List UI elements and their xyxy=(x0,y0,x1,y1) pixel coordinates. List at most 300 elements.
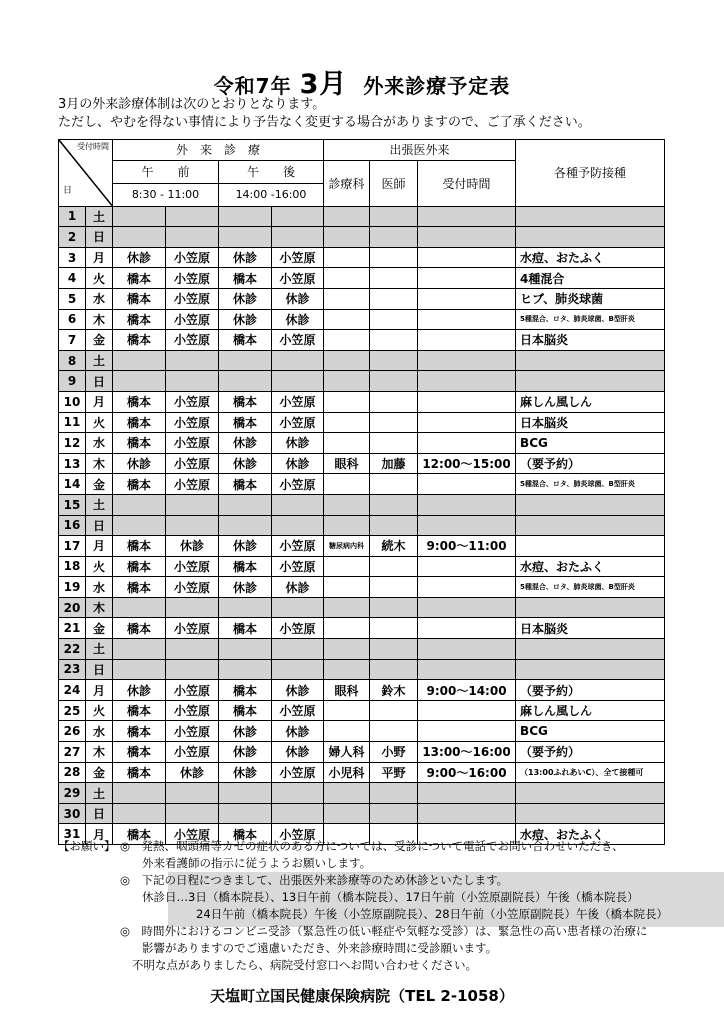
weekday-cell: 水 xyxy=(86,433,113,454)
table-row xyxy=(59,577,665,598)
table-row xyxy=(59,474,665,495)
table-row xyxy=(59,206,665,227)
doctor-cell: 休診 xyxy=(113,247,166,268)
doctor-cell: 小笠原 xyxy=(166,330,219,351)
dispatch-doctor-cell xyxy=(370,350,418,371)
dispatch-time-cell xyxy=(418,783,516,804)
doctor-cell xyxy=(166,597,219,618)
doctor-cell: 小笠原 xyxy=(166,680,219,701)
dept-cell xyxy=(324,803,370,824)
weekday-cell: 金 xyxy=(86,330,113,351)
doctor-cell: 橋本 xyxy=(219,330,272,351)
doctor-cell xyxy=(166,206,219,227)
doctor-cell xyxy=(219,227,272,248)
dispatch-time-cell: 9:00～16:00 xyxy=(418,762,516,783)
doctor-cell: 小笠原 xyxy=(166,268,219,289)
day-cell: 19 xyxy=(59,577,86,598)
dispatch-time-cell xyxy=(418,371,516,392)
dispatch-time-cell xyxy=(418,288,516,309)
vaccine-cell xyxy=(516,659,665,680)
day-cell: 30 xyxy=(59,803,86,824)
day-cell: 18 xyxy=(59,556,86,577)
dispatch-time-cell xyxy=(418,247,516,268)
vaccine-cell: 水痘、おたふく xyxy=(516,556,665,577)
dispatch-doctor-cell xyxy=(370,288,418,309)
table-row xyxy=(59,247,665,268)
table-row xyxy=(59,597,665,618)
table-row xyxy=(59,680,665,701)
doctor-cell: 橋本 xyxy=(219,700,272,721)
dispatch-doctor-cell xyxy=(370,474,418,495)
vaccine-cell xyxy=(516,371,665,392)
day-cell: 24 xyxy=(59,680,86,701)
doctor-cell xyxy=(113,803,166,824)
doctor-cell: 休診 xyxy=(272,742,324,763)
dept-cell xyxy=(324,494,370,515)
weekday-cell: 水 xyxy=(86,721,113,742)
vaccine-cell: （13:00ふれあいC）、全て接種可 xyxy=(516,762,665,783)
doctor-cell xyxy=(272,597,324,618)
dispatch-time-cell xyxy=(418,618,516,639)
doctor-cell xyxy=(272,494,324,515)
dept-cell xyxy=(324,639,370,660)
doctor-cell: 休診 xyxy=(272,680,324,701)
dispatch-time-cell: 13:00～16:00 xyxy=(418,742,516,763)
dept-cell xyxy=(324,350,370,371)
hospital-footer: 天塩町立国民健康保険病院（TEL 2-1058） xyxy=(210,987,514,1005)
day-cell: 2 xyxy=(59,227,86,248)
dept-cell xyxy=(324,227,370,248)
header-dispatch: 出張医外来 xyxy=(324,140,516,161)
header-reception-time: 受付時間 xyxy=(418,160,516,206)
dispatch-doctor-cell xyxy=(370,597,418,618)
dispatch-doctor-cell xyxy=(370,391,418,412)
header-dept: 診療科 xyxy=(324,160,370,206)
title-era: 令和7年 xyxy=(213,74,292,98)
weekday-cell: 金 xyxy=(86,618,113,639)
doctor-cell: 小笠原 xyxy=(272,391,324,412)
dispatch-time-cell: 9:00～11:00 xyxy=(418,536,516,557)
header-corner xyxy=(59,140,113,207)
doctor-cell xyxy=(219,350,272,371)
vaccine-cell xyxy=(516,803,665,824)
vaccine-cell xyxy=(516,227,665,248)
note-3-line-2: 影響がありますのでご遠慮いただき、外来診療時間に受診願います。 xyxy=(142,941,498,955)
dept-cell xyxy=(324,597,370,618)
doctor-cell: 休診 xyxy=(219,577,272,598)
day-cell: 7 xyxy=(59,330,86,351)
header-pm-time: 14:00 -16:00 xyxy=(219,183,324,206)
doctor-cell: 休診 xyxy=(219,247,272,268)
table-row xyxy=(59,536,665,557)
doctor-cell: 橋本 xyxy=(113,577,166,598)
doctor-cell: 小笠原 xyxy=(272,824,324,845)
vaccine-cell: 日本脳炎 xyxy=(516,618,665,639)
weekday-cell: 木 xyxy=(86,742,113,763)
vaccine-cell: BCG xyxy=(516,433,665,454)
dispatch-doctor-cell xyxy=(370,577,418,598)
dispatch-time-cell: 9:00～14:00 xyxy=(418,680,516,701)
dept-cell xyxy=(324,412,370,433)
doctor-cell xyxy=(219,494,272,515)
doctor-cell: 橋本 xyxy=(113,309,166,330)
table-row xyxy=(59,309,665,330)
dispatch-doctor-cell xyxy=(370,783,418,804)
day-cell: 3 xyxy=(59,247,86,268)
dept-cell xyxy=(324,309,370,330)
dispatch-doctor-cell xyxy=(370,639,418,660)
dept-cell xyxy=(324,391,370,412)
weekday-cell: 日 xyxy=(86,659,113,680)
doctor-cell xyxy=(219,371,272,392)
doctor-cell: 小笠原 xyxy=(272,700,324,721)
doctor-cell: 休診 xyxy=(219,536,272,557)
dispatch-doctor-cell xyxy=(370,494,418,515)
table-row xyxy=(59,412,665,433)
table-row xyxy=(59,515,665,536)
doctor-cell: 橋本 xyxy=(219,618,272,639)
table-row xyxy=(59,639,665,660)
doctor-cell xyxy=(113,371,166,392)
table-row xyxy=(59,700,665,721)
doctor-cell: 小笠原 xyxy=(166,742,219,763)
day-cell: 13 xyxy=(59,453,86,474)
doctor-cell: 休診 xyxy=(219,742,272,763)
doctor-cell: 小笠原 xyxy=(166,721,219,742)
vaccine-cell: BCG xyxy=(516,721,665,742)
doctor-cell: 橋本 xyxy=(113,474,166,495)
doctor-cell xyxy=(113,783,166,804)
table-row xyxy=(59,227,665,248)
doctor-cell xyxy=(166,783,219,804)
doctor-cell: 橋本 xyxy=(219,680,272,701)
header-outpatient: 外 来 診 療 xyxy=(113,140,324,161)
dept-cell xyxy=(324,700,370,721)
doctor-cell: 小笠原 xyxy=(272,762,324,783)
weekday-cell: 月 xyxy=(86,247,113,268)
vaccine-cell: 水痘、おたふく xyxy=(516,247,665,268)
weekday-cell: 木 xyxy=(86,309,113,330)
dispatch-doctor-cell xyxy=(370,700,418,721)
day-cell: 28 xyxy=(59,762,86,783)
vaccine-cell xyxy=(516,494,665,515)
doctor-cell: 橋本 xyxy=(113,618,166,639)
header-pm: 午 後 xyxy=(219,160,324,183)
doctor-cell: 小笠原 xyxy=(166,577,219,598)
weekday-cell: 月 xyxy=(86,391,113,412)
dispatch-doctor-cell xyxy=(370,206,418,227)
day-cell: 17 xyxy=(59,536,86,557)
doctor-cell: 橋本 xyxy=(113,391,166,412)
doctor-cell: 橋本 xyxy=(113,742,166,763)
vaccine-cell: （要予約） xyxy=(516,453,665,474)
doctor-cell xyxy=(113,659,166,680)
doctor-cell: 橋本 xyxy=(113,721,166,742)
doctor-cell: 小笠原 xyxy=(166,433,219,454)
dispatch-time-cell xyxy=(418,700,516,721)
doctor-cell: 休診 xyxy=(166,762,219,783)
dept-cell: 眼科 xyxy=(324,680,370,701)
table-row xyxy=(59,330,665,351)
doctor-cell: 橋本 xyxy=(113,700,166,721)
doctor-cell xyxy=(166,515,219,536)
dept-cell xyxy=(324,659,370,680)
note-1-line-2: 外来看護師の指示に従うようお願いします。 xyxy=(142,856,372,870)
doctor-cell xyxy=(113,206,166,227)
table-row xyxy=(59,742,665,763)
doctor-cell: 休診 xyxy=(219,453,272,474)
doctor-cell: 休診 xyxy=(219,288,272,309)
doctor-cell: 小笠原 xyxy=(272,474,324,495)
doctor-cell: 小笠原 xyxy=(166,700,219,721)
doctor-cell xyxy=(219,597,272,618)
dispatch-doctor-cell xyxy=(370,309,418,330)
doctor-cell: 小笠原 xyxy=(166,288,219,309)
dept-cell: 小児科 xyxy=(324,762,370,783)
dispatch-doctor-cell xyxy=(370,515,418,536)
schedule-table xyxy=(58,139,665,845)
table-row xyxy=(59,391,665,412)
day-cell: 9 xyxy=(59,371,86,392)
title-month: 3月 xyxy=(299,69,348,100)
vaccine-cell: 4種混合 xyxy=(516,268,665,289)
doctor-cell xyxy=(166,371,219,392)
dept-cell xyxy=(324,206,370,227)
doctor-cell xyxy=(272,639,324,660)
dispatch-time-cell xyxy=(418,556,516,577)
doctor-cell xyxy=(166,639,219,660)
doctor-cell: 休診 xyxy=(113,680,166,701)
dispatch-doctor-cell: 小野 xyxy=(370,742,418,763)
vaccine-cell: 麻しん風しん xyxy=(516,700,665,721)
doctor-cell: 橋本 xyxy=(219,556,272,577)
dispatch-time-cell xyxy=(418,309,516,330)
doctor-cell xyxy=(113,639,166,660)
doctor-cell: 休診 xyxy=(272,721,324,742)
dept-cell xyxy=(324,577,370,598)
doctor-cell xyxy=(272,803,324,824)
doctor-cell xyxy=(272,783,324,804)
vaccine-cell: 5種混合、ロタ、肺炎球菌、B型肝炎 xyxy=(516,577,665,598)
weekday-cell: 土 xyxy=(86,639,113,660)
doctor-cell: 休診 xyxy=(219,762,272,783)
weekday-cell: 木 xyxy=(86,453,113,474)
doctor-cell: 小笠原 xyxy=(272,268,324,289)
doctor-cell: 橋本 xyxy=(219,412,272,433)
weekday-cell: 月 xyxy=(86,536,113,557)
dispatch-doctor-cell xyxy=(370,268,418,289)
doctor-cell: 橋本 xyxy=(113,268,166,289)
day-cell: 12 xyxy=(59,433,86,454)
dispatch-doctor-cell xyxy=(370,412,418,433)
dispatch-time-cell xyxy=(418,639,516,660)
doctor-cell: 橋本 xyxy=(113,824,166,845)
vaccine-cell xyxy=(516,350,665,371)
note-4: 不明な点がありましたら、病院受付窓口へお問い合わせください。 xyxy=(132,958,477,972)
dept-cell: 糖尿病内科 xyxy=(324,536,370,557)
dispatch-doctor-cell: 加藤 xyxy=(370,453,418,474)
doctor-cell: 小笠原 xyxy=(272,247,324,268)
vaccine-cell xyxy=(516,536,665,557)
weekday-cell: 木 xyxy=(86,597,113,618)
day-cell: 4 xyxy=(59,268,86,289)
dept-cell xyxy=(324,268,370,289)
dept-cell xyxy=(324,371,370,392)
weekday-cell: 火 xyxy=(86,412,113,433)
day-cell: 11 xyxy=(59,412,86,433)
day-cell: 27 xyxy=(59,742,86,763)
dept-cell xyxy=(324,618,370,639)
doctor-cell xyxy=(166,227,219,248)
doctor-cell: 休診 xyxy=(166,536,219,557)
table-row xyxy=(59,659,665,680)
note-1 xyxy=(58,838,678,855)
day-cell: 23 xyxy=(59,659,86,680)
doctor-cell xyxy=(219,206,272,227)
doctor-cell xyxy=(219,659,272,680)
doctor-cell: 橋本 xyxy=(113,762,166,783)
doctor-cell xyxy=(272,227,324,248)
doctor-cell xyxy=(113,515,166,536)
dept-cell xyxy=(324,783,370,804)
dispatch-time-cell xyxy=(418,721,516,742)
weekday-cell: 土 xyxy=(86,783,113,804)
doctor-cell xyxy=(272,371,324,392)
dept-cell xyxy=(324,330,370,351)
weekday-cell: 日 xyxy=(86,371,113,392)
dispatch-time-cell xyxy=(418,330,516,351)
dispatch-time-cell xyxy=(418,515,516,536)
day-cell: 5 xyxy=(59,288,86,309)
doctor-cell: 小笠原 xyxy=(166,412,219,433)
dispatch-doctor-cell xyxy=(370,227,418,248)
doctor-cell xyxy=(166,494,219,515)
doctor-cell: 橋本 xyxy=(113,433,166,454)
header-am: 午 前 xyxy=(113,160,219,183)
doctor-cell: 休診 xyxy=(113,453,166,474)
dept-cell xyxy=(324,288,370,309)
note-2-line-3: 24日午前（橋本院長）午後（小笠原副院長）、28日午前（小笠原副院長）午後（橋本院長） xyxy=(196,907,669,921)
table-row xyxy=(59,618,665,639)
table-row xyxy=(59,350,665,371)
dispatch-doctor-cell: 平野 xyxy=(370,762,418,783)
day-cell: 6 xyxy=(59,309,86,330)
dispatch-doctor-cell xyxy=(370,556,418,577)
dispatch-doctor-cell xyxy=(370,433,418,454)
doctor-cell xyxy=(272,659,324,680)
vaccine-cell: （要予約） xyxy=(516,742,665,763)
doctor-cell xyxy=(219,639,272,660)
vaccine-cell: 麻しん風しん xyxy=(516,391,665,412)
dept-cell xyxy=(324,556,370,577)
weekday-cell: 土 xyxy=(86,494,113,515)
dispatch-time-cell: 12:00～15:00 xyxy=(418,453,516,474)
table-row xyxy=(59,762,665,783)
weekday-cell: 日 xyxy=(86,227,113,248)
table-row xyxy=(59,288,665,309)
table-row xyxy=(59,721,665,742)
doctor-cell xyxy=(113,494,166,515)
dept-cell xyxy=(324,474,370,495)
note-2-line-1: ◎ 下記の日程につきまして、出張医外来診療等のため休診といたします。 xyxy=(120,873,509,887)
intro-line-1: 3月の外来診療体制は次のとおりとなります。 xyxy=(58,97,326,112)
dispatch-doctor-cell xyxy=(370,330,418,351)
weekday-cell: 水 xyxy=(86,288,113,309)
vaccine-cell xyxy=(516,515,665,536)
table-row xyxy=(59,803,665,824)
doctor-cell: 休診 xyxy=(272,453,324,474)
dispatch-time-cell xyxy=(418,268,516,289)
day-cell: 29 xyxy=(59,783,86,804)
dispatch-doctor-cell: 鈴木 xyxy=(370,680,418,701)
doctor-cell: 小笠原 xyxy=(166,309,219,330)
vaccine-cell: 5種混合、ロタ、肺炎球菌、B型肝炎 xyxy=(516,309,665,330)
doctor-cell: 橋本 xyxy=(113,288,166,309)
doctor-cell: 休診 xyxy=(272,309,324,330)
doctor-cell: 休診 xyxy=(272,577,324,598)
day-cell: 10 xyxy=(59,391,86,412)
doctor-cell xyxy=(166,803,219,824)
dispatch-time-cell xyxy=(418,597,516,618)
doctor-cell: 小笠原 xyxy=(166,824,219,845)
doctor-cell: 橋本 xyxy=(113,556,166,577)
dispatch-time-cell xyxy=(418,474,516,495)
doctor-cell: 橋本 xyxy=(219,474,272,495)
doctor-cell: 小笠原 xyxy=(166,556,219,577)
day-cell: 14 xyxy=(59,474,86,495)
note-1-line-1: ◎ 発熱、咽頭痛等カゼの症状のある方については、受診について電話でお問い合わせいただき、 xyxy=(120,839,624,853)
vaccine-cell: 水痘、おたふく xyxy=(516,824,665,845)
doctor-cell: 休診 xyxy=(272,288,324,309)
doctor-cell: 橋本 xyxy=(219,824,272,845)
vaccine-cell xyxy=(516,206,665,227)
dispatch-time-cell xyxy=(418,350,516,371)
day-cell: 22 xyxy=(59,639,86,660)
dispatch-doctor-cell xyxy=(370,659,418,680)
doctor-cell xyxy=(113,227,166,248)
doctor-cell: 小笠原 xyxy=(272,330,324,351)
doctor-cell xyxy=(272,350,324,371)
weekday-cell: 火 xyxy=(86,556,113,577)
intro-line-2: ただし、やむを得ない事情により予告なく変更する場合がありますので、ご了承ください。 xyxy=(58,115,591,130)
doctor-cell: 休診 xyxy=(219,721,272,742)
doctor-cell: 小笠原 xyxy=(166,453,219,474)
dispatch-time-cell xyxy=(418,433,516,454)
doctor-cell: 小笠原 xyxy=(166,391,219,412)
intro-text xyxy=(58,96,591,132)
weekday-cell: 土 xyxy=(86,350,113,371)
dispatch-time-cell xyxy=(418,412,516,433)
table-row xyxy=(59,494,665,515)
vaccine-cell: （要予約） xyxy=(516,680,665,701)
weekday-cell: 水 xyxy=(86,577,113,598)
doctor-cell: 小笠原 xyxy=(166,247,219,268)
doctor-cell: 休診 xyxy=(219,433,272,454)
dept-cell: 婦人科 xyxy=(324,742,370,763)
weekday-cell: 金 xyxy=(86,762,113,783)
day-cell: 16 xyxy=(59,515,86,536)
day-cell: 31 xyxy=(59,824,86,845)
vaccine-cell: 5種混合、ロタ、肺炎球菌、B型肝炎 xyxy=(516,474,665,495)
day-cell: 21 xyxy=(59,618,86,639)
dept-cell xyxy=(324,515,370,536)
day-cell: 25 xyxy=(59,700,86,721)
dept-cell xyxy=(324,433,370,454)
header-am-time: 8:30 - 11:00 xyxy=(113,183,219,206)
doctor-cell: 小笠原 xyxy=(272,536,324,557)
dispatch-time-cell xyxy=(418,391,516,412)
vaccine-cell xyxy=(516,783,665,804)
